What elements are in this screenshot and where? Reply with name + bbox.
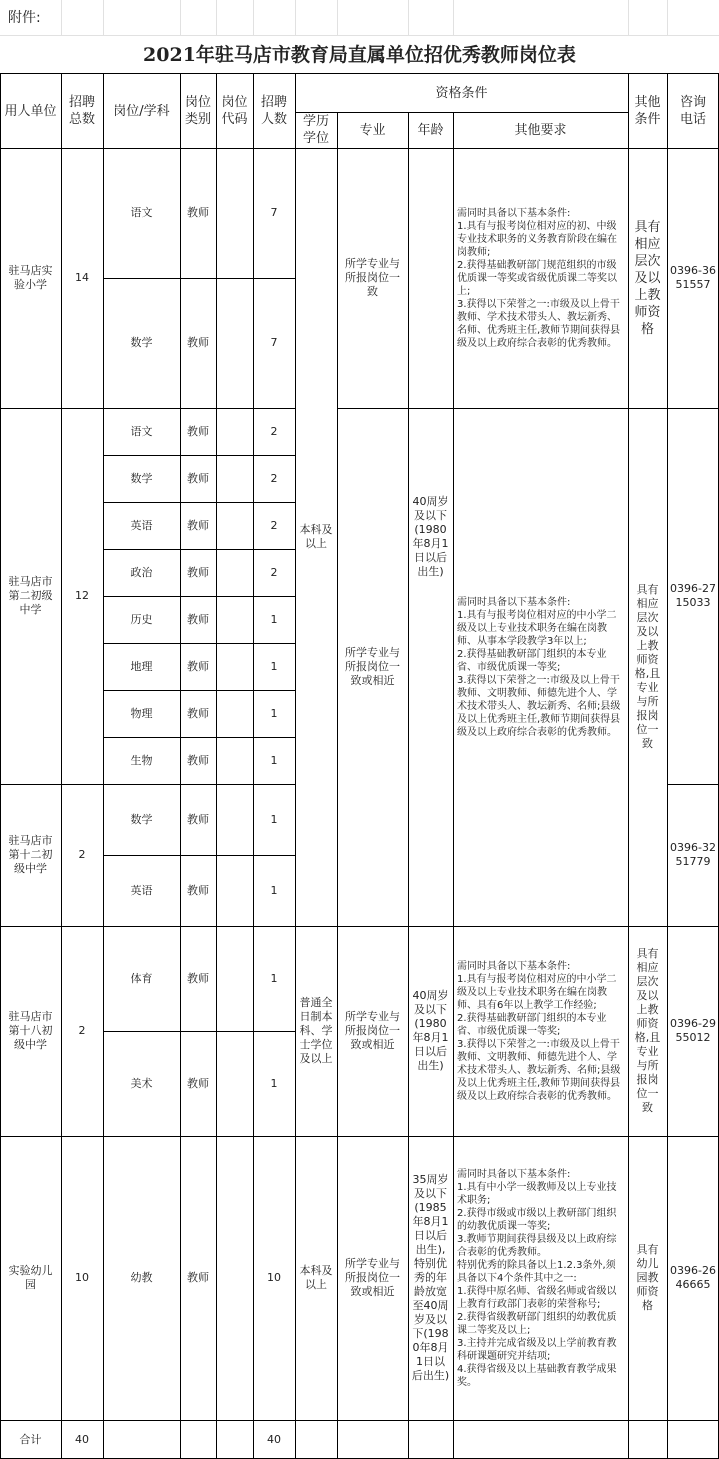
post-subject: 数学: [130, 471, 153, 485]
header-qualifications: 资格条件: [435, 85, 488, 101]
post-subject: 数学: [130, 812, 153, 826]
col-border: [0, 73, 1, 1459]
post-category: 教师: [187, 1076, 209, 1090]
post-category: 教师: [187, 565, 209, 579]
age-requirement: 40周岁及以下(1980年8月1日以后出生): [412, 989, 449, 1072]
unit-total: 10: [75, 1271, 89, 1284]
post-subject: 体育: [130, 971, 153, 985]
col-border: [61, 73, 62, 1459]
header-total: 招聘总数: [69, 95, 96, 127]
unit-name: 驻马店实验小学: [8, 264, 53, 291]
post-category: 教师: [187, 471, 209, 485]
row-border: [337, 408, 719, 409]
post-count: 2: [270, 424, 278, 438]
post-category: 教师: [187, 659, 209, 673]
contact-phone: 0396-2715033: [670, 582, 716, 609]
sum-count: 40: [267, 1432, 281, 1446]
row-border: [103, 737, 295, 738]
post-count: 1: [270, 612, 278, 626]
page-title: 2021年驻马店市教育局直属单位招优秀教师岗位表: [143, 44, 576, 66]
other-conditions: 具有相应层次及以上教师资格,且专业与所报岗位一致: [634, 947, 661, 1114]
col-border: [453, 112, 454, 1459]
header-phone: 咨询电话: [679, 95, 706, 127]
header-other-cond: 其他条件: [634, 95, 661, 127]
row-border: [103, 855, 295, 856]
education-requirement: 普通全日制本科、学士学位及以上: [299, 996, 333, 1065]
post-category: 教师: [187, 612, 209, 626]
header-category: 岗位类别: [185, 95, 212, 127]
post-count: 1: [270, 753, 278, 767]
post-count: 1: [270, 971, 278, 985]
other-conditions: 具有幼儿园教师资格: [636, 1243, 659, 1312]
row-border: [0, 73, 719, 74]
col-border: [408, 112, 409, 1459]
major-requirement: 所学专业与所报岗位一致或相近: [345, 646, 400, 687]
row-border: [103, 643, 295, 644]
row-border: [0, 408, 295, 409]
col-border: [667, 73, 668, 1459]
post-category: 教师: [187, 1271, 209, 1284]
other-requirements: 需同时具备以下基本条件: 1.具有与报考岗位相对应的初、中级专业技术职务的义务教育阶段在编在岗教师; 2.获得基础教研部门规范组织的市级优质课一等奖或省级优质课二等奖以上; 3.获得以下荣誉之一:市级及以上骨干教师、学术技术带头人、教坛新秀、名师、优秀班主任,教师节期间获得县级及以上政府综合表彰的优秀教师。: [457, 207, 621, 349]
post-subject: 数学: [130, 336, 153, 349]
unit-total: 14: [75, 271, 89, 284]
post-category: 教师: [187, 753, 209, 767]
unit-total: 12: [75, 589, 89, 602]
row-border: [103, 549, 295, 550]
post-subject: 历史: [130, 612, 153, 626]
post-subject: 物理: [130, 706, 153, 720]
contact-phone: 0396-2646665: [670, 1264, 716, 1291]
other-requirements: 需同时具备以下基本条件: 1.具有与报考岗位相对应的中小学二级及以上专业技术职务在编在岗教师、从事本学段教学3年以上; 2.获得基础教研部门组织的本专业省、市级优质课一等奖; 3.获得以下荣誉之一:市级及以上骨干教师、文明教师、师德先进个人、学术技术带头人、教坛新秀、名师;县级及以上优秀班主任,教师节期间获得县级及以上政府综合表彰的优秀教师。: [457, 596, 621, 738]
row-border: [103, 1031, 295, 1032]
contact-phone: 0396-2955012: [670, 1017, 716, 1044]
post-subject: 政治: [130, 565, 153, 579]
contact-phone: 0396-3251779: [670, 841, 716, 868]
annex-label: 附件:: [8, 10, 41, 26]
post-category: 教师: [187, 706, 209, 720]
post-subject: 地理: [130, 659, 153, 673]
post-subject: 生物: [130, 753, 153, 767]
age-requirement: 35周岁及以下(1985年8月1日以后出生),特别优秀的年龄放宽至40周岁及以下(1980年8月1日以后出生): [411, 1173, 450, 1382]
age-requirement: 40周岁及以下(1980年8月1日以后出生): [412, 495, 449, 578]
row-border: [103, 278, 295, 279]
post-count: 1: [270, 883, 278, 897]
unit-name: 驻马店市第二初级中学: [8, 575, 53, 616]
unit-name: 驻马店市第十二初级中学: [8, 834, 53, 875]
col-border: [337, 112, 338, 1459]
major-requirement: 所学专业与所报岗位一致: [345, 257, 400, 298]
post-subject: 幼教: [130, 1271, 153, 1284]
sum-total: 40: [75, 1432, 89, 1446]
col-border: [295, 73, 296, 1459]
row-border: [103, 690, 295, 691]
post-count: 2: [270, 565, 278, 579]
post-count: 1: [270, 659, 278, 673]
row-border: [0, 784, 295, 785]
row-border: [667, 784, 719, 785]
unit-total: 2: [78, 848, 86, 861]
other-conditions: 具有相应层次及以上教师资格,且专业与所报岗位一致: [634, 583, 661, 750]
post-category: 教师: [187, 883, 209, 897]
col-border: [103, 73, 104, 1459]
col-border: [253, 73, 254, 1459]
row-border: [295, 112, 628, 113]
major-requirement: 所学专业与所报岗位一致或相近: [345, 1257, 400, 1298]
post-subject: 语文: [130, 424, 153, 438]
row-border: [103, 502, 295, 503]
row-border: [0, 1420, 719, 1421]
post-count: 1: [270, 812, 278, 826]
post-category: 教师: [187, 518, 209, 532]
post-category: 教师: [187, 336, 209, 349]
other-conditions: 具有相应层次及以上教师资格: [634, 219, 661, 337]
col-border: [628, 73, 629, 1459]
header-other-req: 其他要求: [514, 122, 567, 138]
post-category: 教师: [187, 206, 209, 219]
major-requirement: 所学专业与所报岗位一致或相近: [345, 1010, 400, 1051]
education-requirement: 本科及以上: [299, 523, 333, 550]
unit-name: 实验幼儿园: [8, 1264, 53, 1291]
row-border: [0, 148, 719, 149]
row-border: [0, 1136, 719, 1137]
post-count: 7: [270, 206, 278, 219]
unit-total: 2: [78, 1024, 86, 1037]
header-code: 岗位代码: [221, 95, 248, 127]
post-category: 教师: [187, 971, 209, 985]
education-requirement: 本科及以上: [299, 1264, 333, 1291]
post-count: 2: [270, 518, 278, 532]
post-count: 1: [270, 706, 278, 720]
other-requirements: 需同时具备以下基本条件: 1.具有中小学一级教师及以上专业技术职务; 2.获得市级或市级以上教研部门组织的幼教优质课一等奖; 3.教师节期间获得县级及以上政府综合表彰的优秀教师。 特别优秀的除具备以上1.2.3条外,须具备以下4个条件其中之一: 1.获得中原名师、省级名师或省级以上教育行政部门表彰的荣誉称号; 2.获得省级教研部门组织的幼教优质课二等奖及以上; 3.主持并完成省级及以上学前教育教科研课题研究并结项; 4.获得省级及以上基础教育教学成果奖。: [457, 1168, 617, 1388]
row-border: [103, 596, 295, 597]
post-category: 教师: [187, 812, 209, 826]
post-subject: 美术: [130, 1076, 153, 1090]
post-count: 1: [270, 1076, 278, 1090]
header-major: 专业: [359, 122, 386, 138]
col-border: [180, 73, 181, 1459]
row-border: [0, 926, 719, 927]
header-post: 岗位/学科: [113, 103, 170, 119]
other-requirements: 需同时具备以下基本条件: 1.具有与报考岗位相对应的中小学二级及以上专业技术职务在编在岗教师、具有6年以上教学工作经验; 2.获得基础教研部门组织的本专业省、市级优质课一等奖; 3.获得以下荣誉之一:市级及以上骨干教师、文明教师、师德先进个人、学术技术带头人、教坛新秀、名师;县级及以上优秀班主任,教师节期间获得县级及以上政府综合表彰的优秀教师。: [457, 960, 621, 1102]
row-border: [103, 455, 295, 456]
header-unit: 用人单位: [4, 103, 57, 119]
post-count: 7: [270, 336, 278, 349]
post-category: 教师: [187, 424, 209, 438]
header-count: 招聘人数: [261, 95, 288, 127]
post-count: 10: [267, 1271, 281, 1284]
post-subject: 英语: [130, 883, 153, 897]
col-border: [216, 73, 217, 1459]
post-count: 2: [270, 471, 278, 485]
contact-phone: 0396-3651557: [670, 264, 716, 291]
post-subject: 英语: [130, 518, 153, 532]
unit-name: 驻马店市第十八初级中学: [8, 1010, 53, 1051]
post-subject: 语文: [130, 206, 153, 219]
sum-label: 合计: [19, 1432, 42, 1446]
header-education: 学历学位: [303, 114, 330, 146]
header-age: 年龄: [417, 122, 444, 138]
